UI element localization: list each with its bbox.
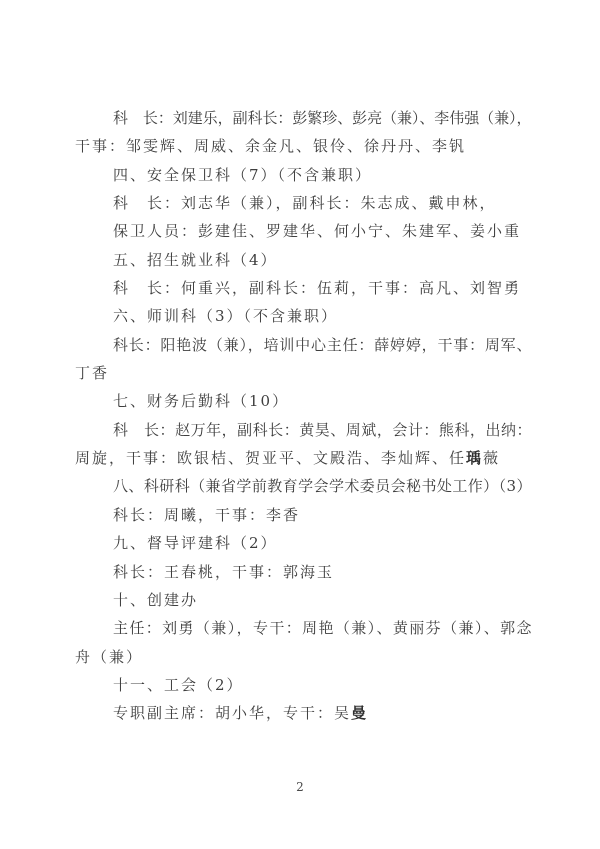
text-segment: 薇 bbox=[483, 449, 501, 468]
text-line-21: 十一、工会（2） bbox=[113, 675, 244, 694]
text-line-02: 干事：邹雯辉、周威、余金凡、银伶、徐丹丹、李钒 bbox=[75, 137, 467, 156]
text-line-15: 科长：周曦，干事：李香 bbox=[113, 505, 301, 524]
text-line-07: 科 长：何重兴，副科长：伍莉，干事：高凡、刘智勇 bbox=[113, 279, 522, 298]
rare-character-bold: 曼 bbox=[351, 704, 369, 723]
text-line-03: 四、安全保卫科（7）（不含兼职） bbox=[113, 165, 373, 184]
text-block bbox=[75, 104, 531, 728]
text-line-19: 主任：刘勇（兼），专干：周艳（兼）、黄丽芬（兼）、郭念 bbox=[113, 619, 531, 638]
text-line-13 bbox=[75, 444, 531, 472]
text-line-18: 十、创建办 bbox=[113, 590, 199, 609]
text-line-12: 科 长：赵万年，副科长：黄昊、周斌，会计：熊科，出纳： bbox=[113, 420, 531, 439]
text-line-09: 科长：阳艳波（兼），培训中心主任：薛婷婷，干事：周军、 bbox=[113, 335, 531, 354]
text-line-16: 九、督导评建科（2） bbox=[113, 534, 278, 553]
text-line-17: 科长：王春桃，干事：郭海玉 bbox=[113, 562, 335, 581]
text-segment: 专职副主席：胡小华，专干：吴 bbox=[113, 704, 352, 723]
rare-character-bold: 瑀 bbox=[466, 449, 484, 468]
text-line-22 bbox=[75, 699, 531, 727]
text-line-05: 保卫人员：彭建佳、罗建华、何小宁、朱建军、姜小重 bbox=[113, 222, 522, 241]
text-line-06: 五、招生就业科（4） bbox=[113, 250, 278, 269]
text-line-10: 丁香 bbox=[75, 364, 110, 383]
page-number: 2 bbox=[296, 780, 304, 794]
text-line-01: 科 长：刘建乐，副科长：彭繁珍、彭亮（兼）、李伟强（兼）， bbox=[113, 109, 531, 127]
text-line-08: 六、师训科（3）（不含兼职） bbox=[113, 307, 339, 326]
text-line-04: 科 长：刘志华（兼），副科长：朱志成、戴申林， bbox=[113, 194, 497, 213]
text-line-20: 舟（兼） bbox=[75, 647, 144, 666]
text-line-11: 七、财务后勤科（10） bbox=[113, 392, 290, 411]
text-line-14: 八、科研科（兼省学前教育学会学术委员会秘书处工作）（3） bbox=[113, 477, 531, 496]
text-segment: 周旋，干事：欧银桔、贺亚平、文殿浩、李灿辉、任 bbox=[75, 449, 467, 468]
